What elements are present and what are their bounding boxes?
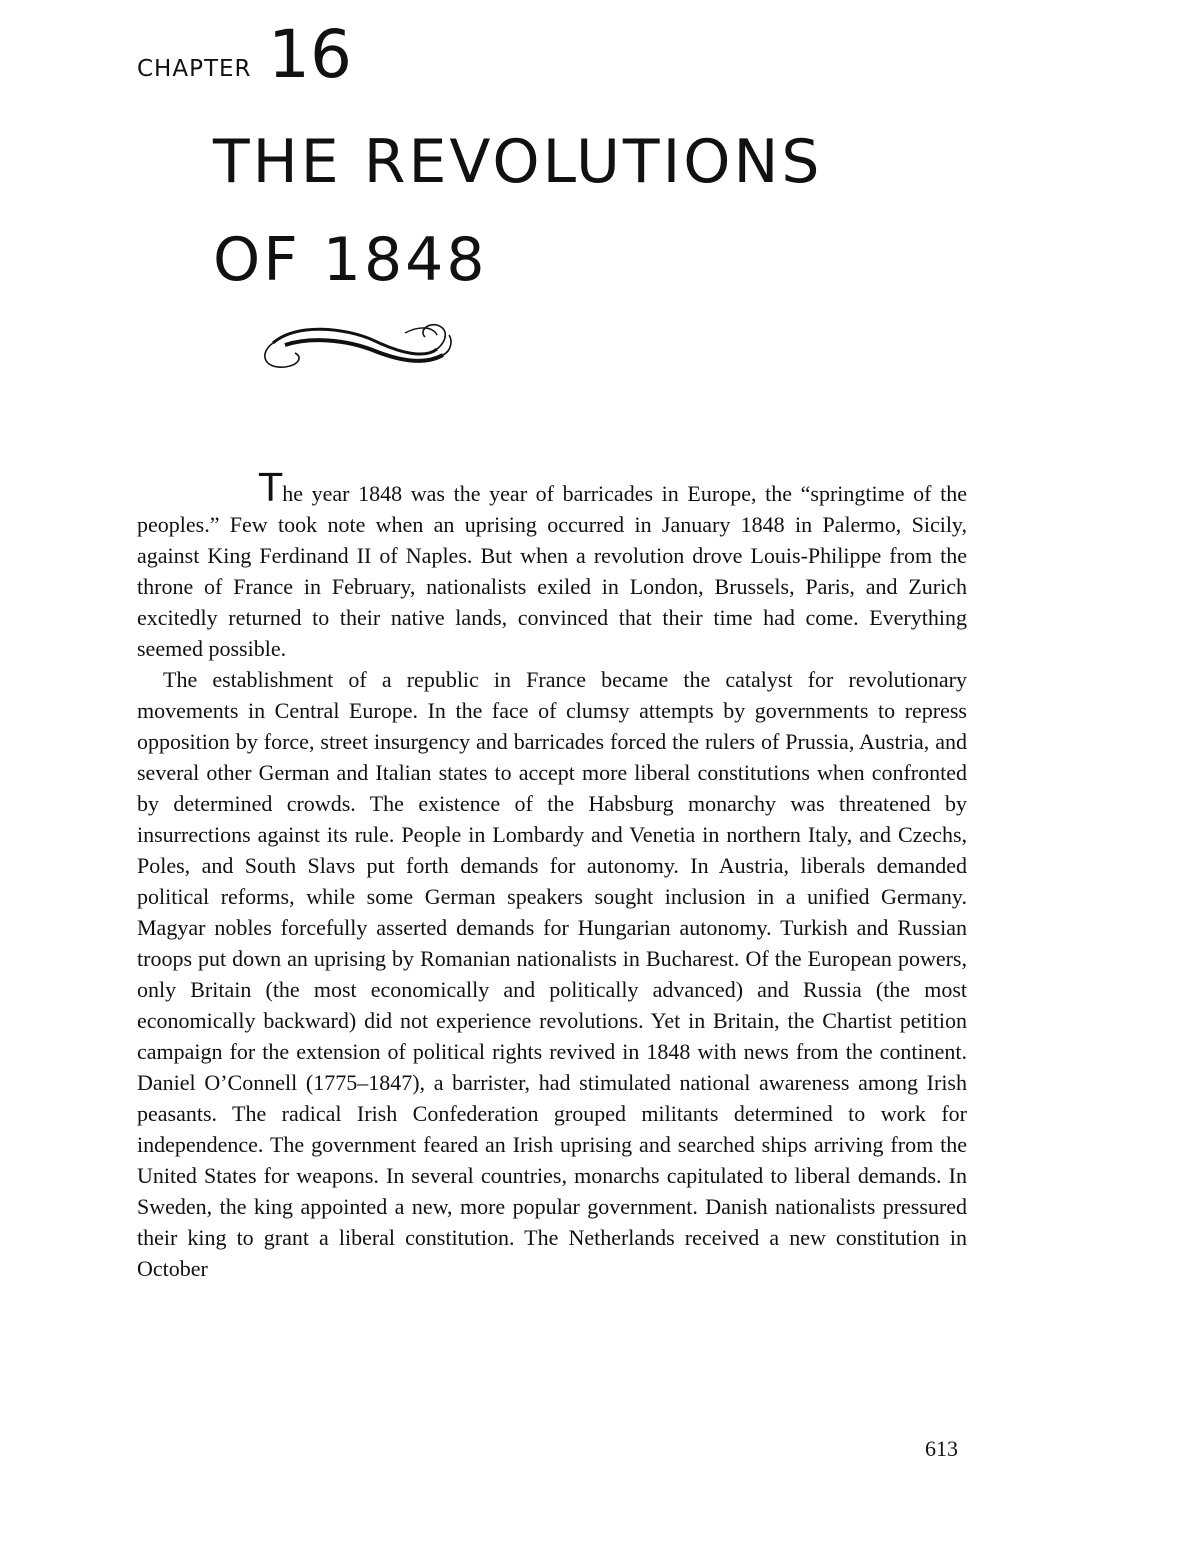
paragraph-1-text: he year 1848 was the year of barricades in Europe, the “springtime of the peoples.” Few took note when an uprising occurred in January 1848 in Palermo, Sicily, against King Ferdinand II of Naples. But when a revolution drove Louis-Philippe from the throne of France in February, nationalists exiled in London, Brussels, Paris, and Zurich excitedly returned to their native lands, convinced that their time had come. Everything seemed possible. bbox=[137, 481, 967, 661]
paragraph-1 bbox=[137, 466, 967, 664]
chapter-title-line1: THE REVOLUTIONS bbox=[213, 127, 823, 197]
chapter-number: 16 bbox=[268, 16, 352, 93]
body-text bbox=[137, 466, 967, 1284]
flourish-ornament-icon bbox=[255, 315, 455, 380]
drop-cap: T bbox=[259, 466, 283, 510]
chapter-label: CHAPTER bbox=[137, 56, 252, 82]
chapter-title-line2: OF 1848 bbox=[213, 225, 488, 295]
page-number: 613 bbox=[925, 1436, 958, 1461]
paragraph-2: The establishment of a republic in France became the catalyst for revolutionary movements in Central Europe. In the face of clumsy attempts by governments to repress opposition by force, street insurgency and barricades forced the rulers of Prussia, Austria, and several other German and Italian states to accept more liberal constitutions when confronted by determined crowds. The existence of the Habsburg monarchy was threatened by insurrections against its rule. People in Lombardy and Venetia in northern Italy, and Czechs, Poles, and South Slavs put forth demands for autonomy. In Austria, liberals demanded political reforms, while some German speakers sought inclusion in a unified Germany. Magyar nobles forcefully asserted demands for Hungarian autonomy. Turkish and Russian troops put down an uprising by Romanian nationalists in Bucharest. Of the European powers, only Britain (the most economically and politically advanced) and Russia (the most economically backward) did not experience revolutions. Yet in Britain, the Chartist petition campaign for the extension of political rights revived in 1848 with news from the continent. Daniel O’Connell (1775–1847), a barrister, had stimulated national awareness among Irish peasants. The radical Irish Confederation grouped militants determined to work for independence. The government feared an Irish uprising and searched ships arriving from the United States for weapons. In several countries, monarchs capitulated to liberal demands. In Sweden, the king appointed a new, more popular government. Danish nationalists pressured their king to grant a liberal constitution. The Netherlands received a new constitution in October bbox=[137, 667, 967, 1281]
